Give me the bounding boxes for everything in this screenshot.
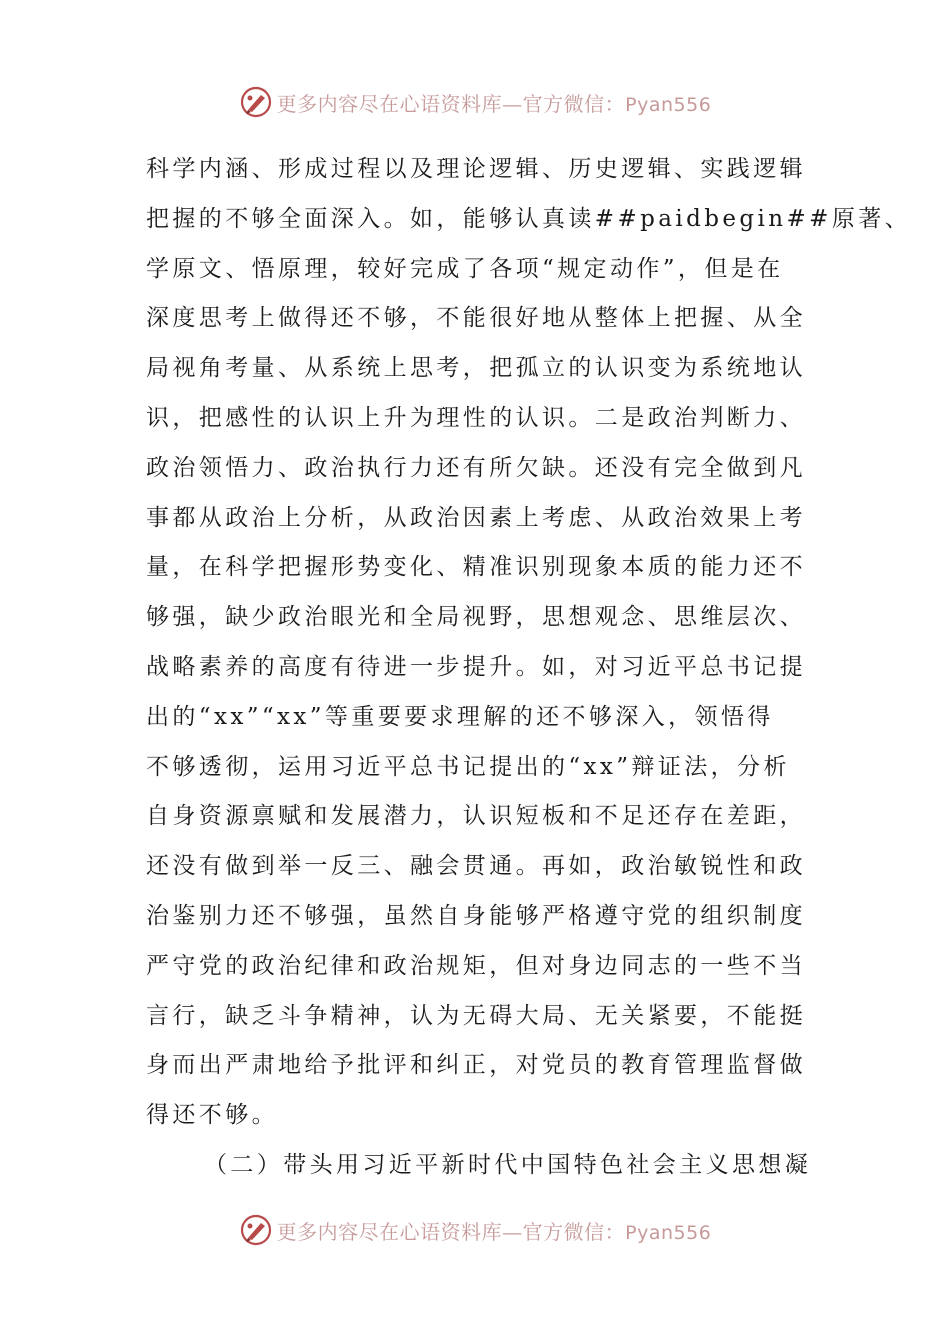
body-line-6: 识，把感性的认识上升为理性的认识。二是政治判断力、: [146, 404, 806, 431]
footer-banner-label: 更多内容尽在心语资料库—官方微信：: [276, 1219, 626, 1244]
header-banner: [0, 82, 950, 122]
pen-logo-icon: [239, 1213, 273, 1247]
body-line-15: 还没有做到举一反三、融会贯通。再如，政治敏锐性和政: [146, 853, 806, 880]
header-banner-label: 更多内容尽在心语资料库—官方微信：: [276, 91, 626, 116]
footer-wechat-id: Pyan556: [625, 1221, 712, 1244]
body-line-7: 政治领悟力、政治执行力还有所欠缺。还没有完全做到凡: [146, 454, 806, 481]
footer-banner: [0, 1210, 950, 1250]
section-heading-2: （二）带头用习近平新时代中国特色社会主义思想凝: [204, 1151, 812, 1178]
body-line-8: 事都从政治上分析，从政治因素上考虑、从政治效果上考: [146, 504, 806, 531]
body-line-11: 战略素养的高度有待进一步提升。如，对习近平总书记提: [146, 653, 806, 680]
document-body: [146, 145, 912, 1191]
body-line-14: 自身资源禀赋和发展潜力，认识短板和不足还存在差距，: [146, 803, 806, 830]
header-banner-text: [277, 88, 712, 117]
body-line-9: 量，在科学把握形势变化、精准识别现象本质的能力还不: [146, 554, 806, 581]
body-line-2: 把握的不够全面深入。如，能够认真读##paidbegin##原著、: [146, 205, 912, 232]
body-line-5: 局视角考量、从系统上思考，把孤立的认识变为系统地认: [146, 355, 806, 382]
footer-banner-text: [277, 1216, 712, 1245]
body-line-19: 身而出严肃地给予批评和纠正，对党员的教育管理监督做: [146, 1052, 806, 1079]
body-line-17: 严守党的政治纪律和政治规矩，但对身边同志的一些不当: [146, 952, 806, 979]
body-line-16: 治鉴别力还不够强，虽然自身能够严格遵守党的组织制度: [146, 902, 806, 929]
body-line-3: 学原文、悟原理，较好完成了各项“规定动作”，但是在: [146, 255, 784, 282]
header-wechat-id: Pyan556: [625, 93, 712, 116]
pen-logo-icon: [239, 85, 273, 119]
body-line-10: 够强，缺少政治眼光和全局视野，思想观念、思维层次、: [146, 604, 806, 631]
body-line-13: 不够透彻，运用习近平总书记提出的“xx”辩证法，分析: [146, 753, 790, 780]
body-line-1: 科学内涵、形成过程以及理论逻辑、历史逻辑、实践逻辑: [146, 156, 806, 182]
body-line-4: 深度思考上做得还不够，不能很好地从整体上把握、从全: [146, 305, 806, 332]
body-line-20: 得还不够。: [146, 1102, 278, 1129]
body-line-18: 言行，缺乏斗争精神，认为无碍大局、无关紧要，不能挺: [146, 1002, 806, 1029]
body-line-12: 出的“xx”“xx”等重要要求理解的还不够深入，领悟得: [146, 703, 774, 730]
